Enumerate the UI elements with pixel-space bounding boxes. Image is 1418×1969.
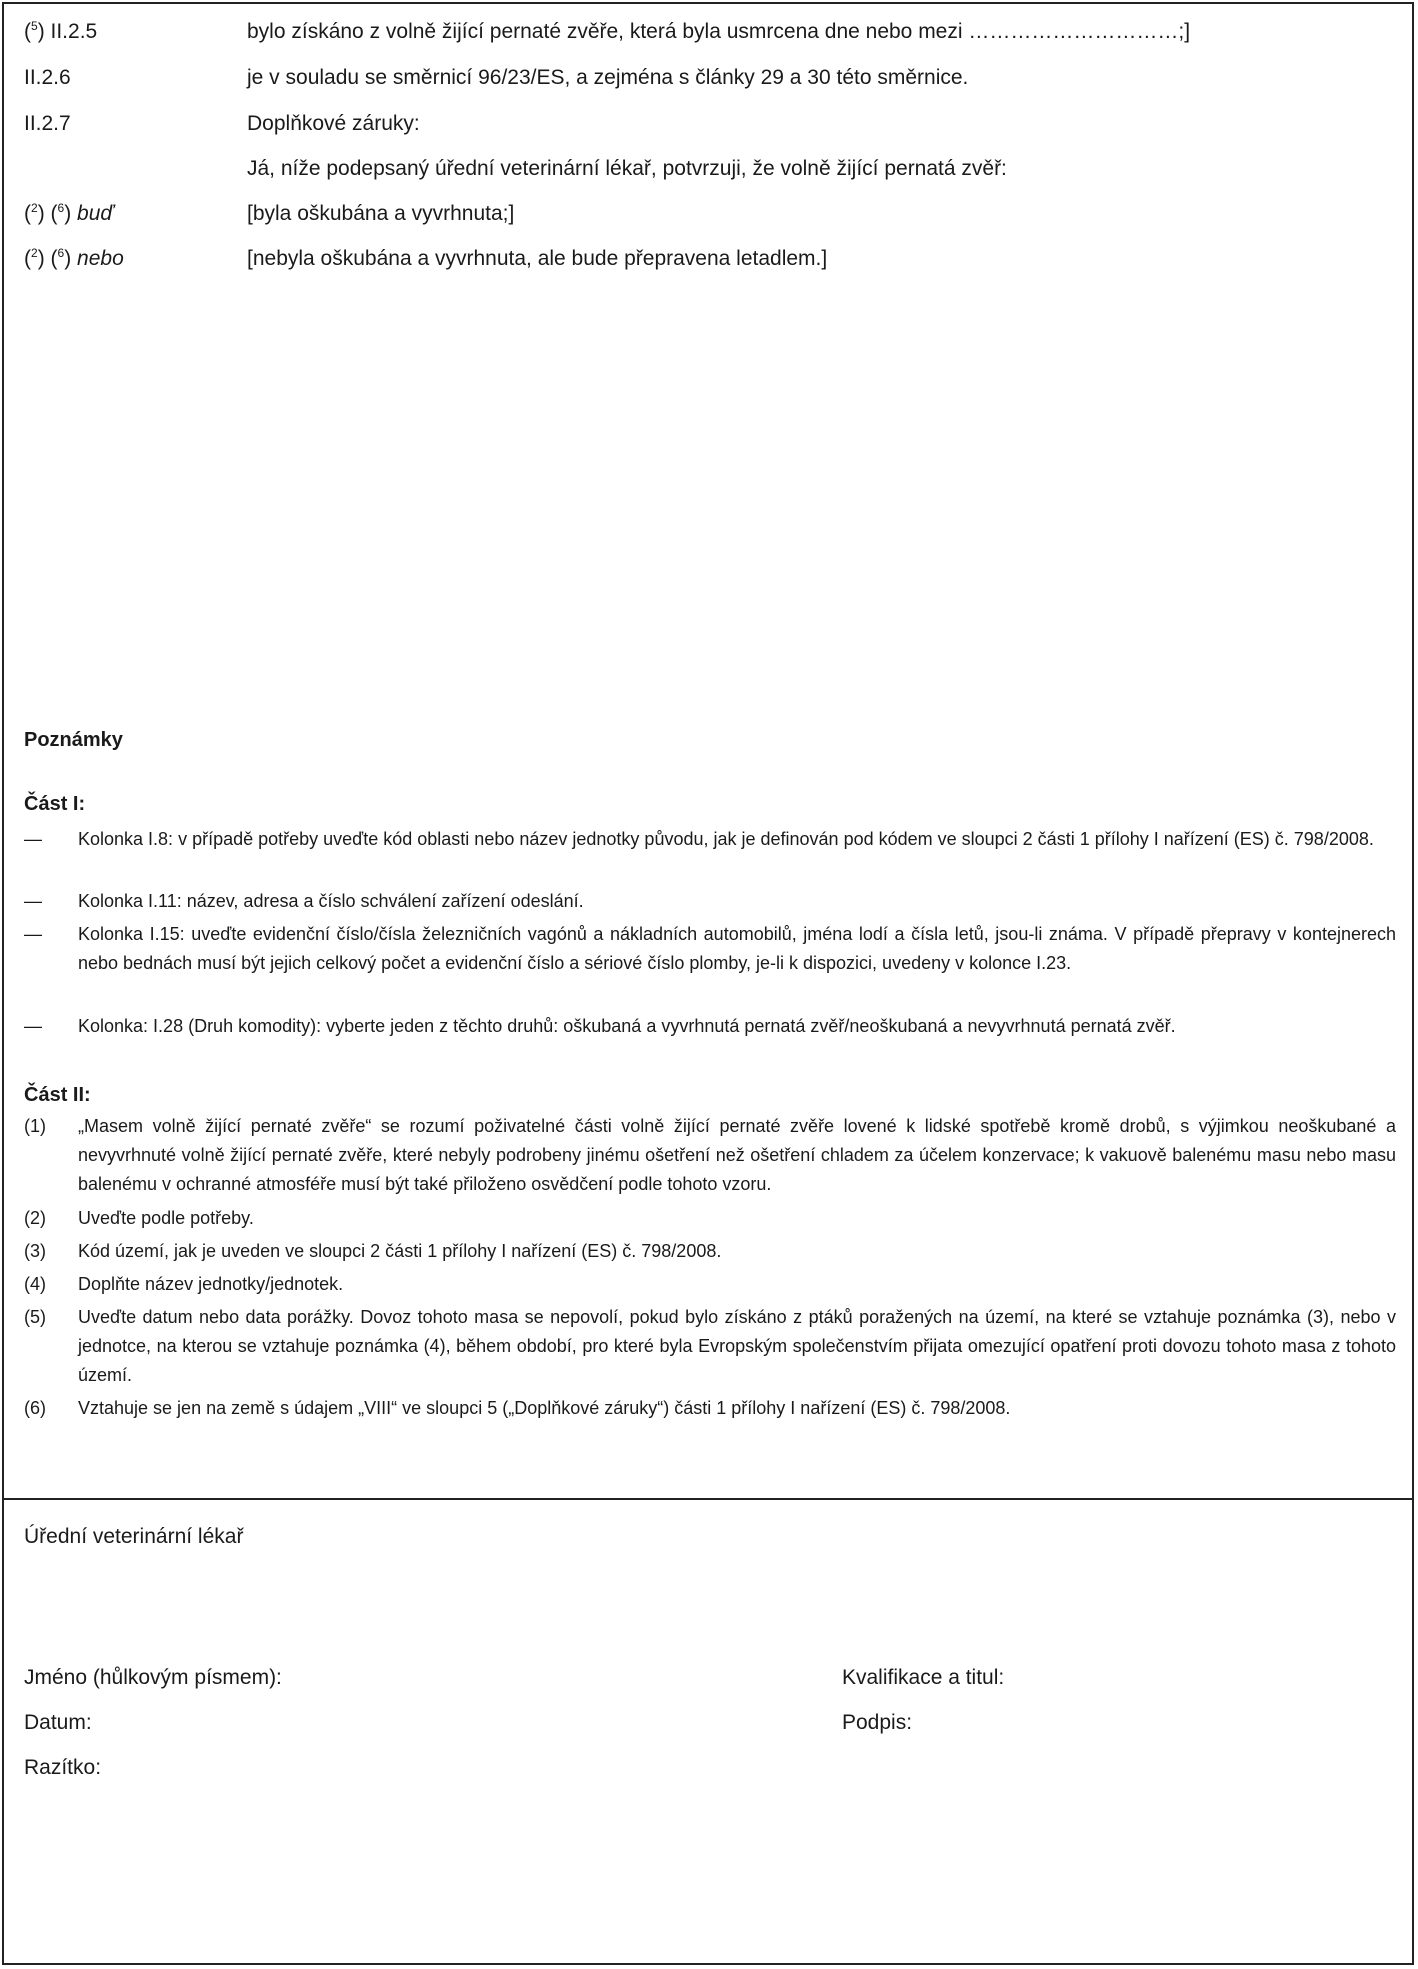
note-text: Kolonka I.8: v případě potřeby uveďte kód oblasti nebo název jednotky původu, jak je definován pod kódem ve sloupci 2 části 1 přílohy I nařízení (ES) č. 798/2008. xyxy=(78,829,1374,849)
note-mark: (5) xyxy=(24,1307,46,1327)
note-text: Uveďte podle potřeby. xyxy=(78,1208,254,1228)
note-mark: (6) xyxy=(24,1398,46,1418)
part2-note-5 xyxy=(24,1303,1396,1390)
part2-note-2 xyxy=(24,1204,1396,1233)
row-number: ($^2$) ($^6$) buď xyxy=(24,201,114,225)
row-text: je v souladu se směrnicí 96/23/ES, a zejména s články 29 a 30 této směrnice. xyxy=(247,66,969,89)
part1-note-3 xyxy=(24,920,1396,978)
footnote-ref: 6 xyxy=(57,201,65,215)
note-text: „Masem volně žijící pernaté zvěře“ se rozumí poživatelné části volně žijící pernaté zvěře lovené k lidské spotřebě kromě drobů, s výjimkou neoškubané a nevyvrhnuté volně žijící pernaté zvěře, které nebyly podrobeny jinému ošetření než ošetření chladem za účelem konzervace; k vakuově balenému masu nebo masu balenému v ochranné atmosféře musí být také přiloženo osvědčení podle tohoto vzoru. xyxy=(78,1116,1396,1194)
option-word: buď xyxy=(77,202,114,225)
note-text: Kolonka: I.28 (Druh komodity): vyberte jeden z těchto druhů: oškubaná a vyvrhnutá pernatá zvěř/neoškubaná a nevyvrhnutá pernatá zvěř. xyxy=(78,1016,1176,1036)
stamp-label: Razítko: xyxy=(24,1756,102,1779)
note-text: Kolonka I.15: uveďte evidenční číslo/čísla železničních vagónů a nákladních automobilů, jména lodí a čísla letů, jsou-li známa. V případě přepravy v kontejnerech nebo bednách musí být jejich celkový počet a evidenční číslo a sériové číslo plomby, je-li k dispozici, uvedeny v kolonce I.23. xyxy=(78,924,1396,973)
note-text: Vztahuje se jen na země s údajem „VIII“ ve sloupci 5 („Doplňkové záruky“) části 1 přílohy I nařízení (ES) č. 798/2008. xyxy=(78,1398,1011,1418)
date-label: Datum: xyxy=(24,1711,92,1734)
note-text: Kód území, jak je uveden ve sloupci 2 části 1 přílohy I nařízení (ES) č. 798/2008. xyxy=(78,1241,722,1261)
part2-note-6 xyxy=(24,1394,1396,1423)
note-mark: (4) xyxy=(24,1274,46,1294)
signature-label: Podpis: xyxy=(842,1711,913,1734)
note-mark: — xyxy=(24,924,42,944)
note-mark: (3) xyxy=(24,1241,46,1261)
row-number: ($^5$) II.2.5 xyxy=(24,19,98,43)
row-number: II.2.6 xyxy=(24,66,71,89)
footnote-ref: 6 xyxy=(57,246,65,260)
row-text: [byla oškubána a vyvrhnuta;] xyxy=(247,202,515,225)
row-text: Doplňkové záruky: xyxy=(247,112,420,135)
option-word: nebo xyxy=(77,247,124,270)
qualification-label: Kvalifikace a titul: xyxy=(842,1666,1005,1689)
footnote-ref: 2 xyxy=(31,246,38,260)
part2-note-3 xyxy=(24,1237,1396,1266)
part2-note-4 xyxy=(24,1270,1396,1299)
footnote-ref: 2 xyxy=(31,201,38,215)
notes-title: Poznámky xyxy=(24,729,123,751)
note-mark: — xyxy=(24,891,42,911)
name-label: Jméno (hůlkovým písmem): xyxy=(24,1666,282,1689)
part2-note-1 xyxy=(24,1112,1396,1199)
note-text: Kolonka I.11: název, adresa a číslo schválení zařízení odeslání. xyxy=(78,891,584,911)
footnote-ref: 5 xyxy=(31,19,38,33)
part1-note-1 xyxy=(24,825,1396,854)
row-number-text: II.2.5 xyxy=(50,20,98,43)
part1-note-2 xyxy=(24,887,1396,916)
note-mark: (1) xyxy=(24,1116,46,1136)
row-text: Já, níže podepsaný úřední veterinární lékař, potvrzuji, že volně žijící pernatá zvěř: xyxy=(247,157,1007,180)
section-divider xyxy=(2,1498,1414,1500)
note-mark: — xyxy=(24,1016,42,1036)
note-text: Doplňte název jednotky/jednotek. xyxy=(78,1274,344,1294)
row-number: ($^2$) ($^6$) nebo xyxy=(24,246,124,270)
note-text: Uveďte datum nebo data porážky. Dovoz tohoto masa se nepovolí, pokud bylo získáno z ptáků poražených na území, na které se vztahuje poznámka (3), nebo v jednotce, na kterou se vztahuje poznámka (4), během období, pro které byla Evropským společenstvím přijata omezující opatření proti dovozu tohoto masa z tohoto území. xyxy=(78,1307,1396,1385)
part2-title: Část II: xyxy=(24,1084,91,1106)
row-text: bylo získáno z volně žijící pernaté zvěře, která byla usmrcena dne nebo mezi …………………………;] xyxy=(247,20,1191,43)
row-text: [nebyla oškubána a vyvrhnuta, ale bude přepravena letadlem.] xyxy=(247,247,828,270)
part1-title: Část I: xyxy=(24,793,86,815)
signature-title: Úřední veterinární lékař xyxy=(24,1525,244,1548)
part1-note-4 xyxy=(24,1012,1396,1041)
note-mark: — xyxy=(24,829,42,849)
note-mark: (2) xyxy=(24,1208,46,1228)
row-number: II.2.7 xyxy=(24,112,71,135)
